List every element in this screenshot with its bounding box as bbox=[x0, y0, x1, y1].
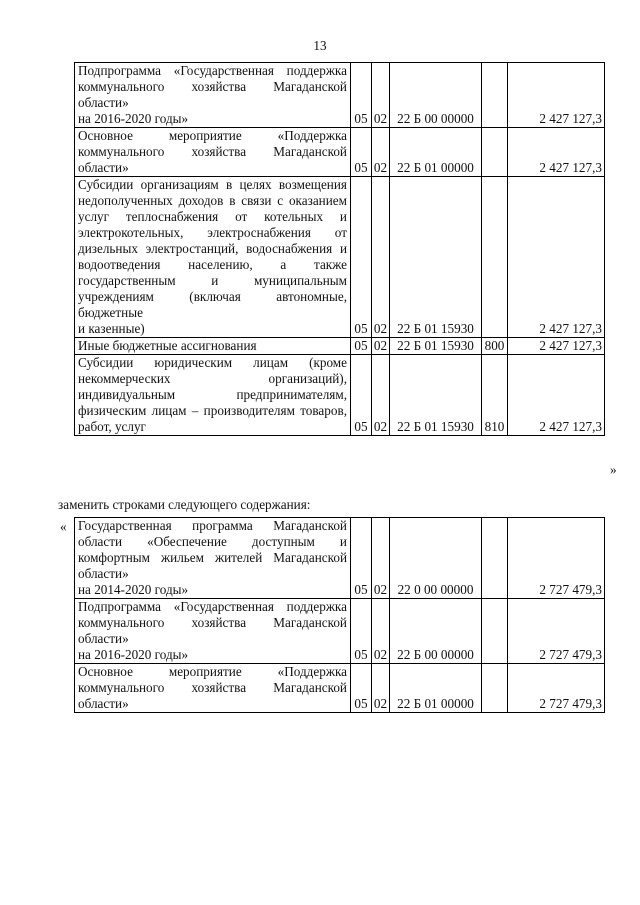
table-row bbox=[75, 63, 605, 128]
section-code-cell: 05 bbox=[351, 664, 372, 713]
table-row bbox=[75, 355, 605, 436]
expense-type-cell bbox=[482, 599, 508, 664]
expense-type-cell bbox=[482, 177, 508, 338]
row-name-text: на 2016-2020 годы» bbox=[78, 111, 189, 126]
amount-cell: 2 427 127,3 bbox=[508, 355, 605, 436]
table-row bbox=[75, 177, 605, 338]
section-code-cell: 05 bbox=[351, 338, 372, 355]
budget-table-new bbox=[74, 517, 605, 713]
row-name-cell bbox=[75, 177, 351, 338]
target-article-cell: 22 0 00 00000 bbox=[390, 518, 482, 599]
subsection-code-cell: 02 bbox=[372, 128, 390, 177]
target-article-cell: 22 Б 01 15930 bbox=[390, 177, 482, 338]
section-code-cell: 05 bbox=[351, 128, 372, 177]
row-name-cell bbox=[75, 63, 351, 128]
row-name-text: Субсидии организациям в целях возмещения недополученных доходов в связи с оказанием услуг теплоснабжения от котельных и электрокотельных, электроснабжения от дизельных электростанций, водоснабжения и водоотведения населению, а также государственным и муниципальным учреждениям (включая автономные, бюджетные bbox=[78, 177, 347, 320]
section-code-cell: 05 bbox=[351, 63, 372, 128]
row-name-cell bbox=[75, 599, 351, 664]
target-article-cell: 22 Б 01 00000 bbox=[390, 664, 482, 713]
closing-quote: » bbox=[610, 462, 617, 477]
section-code-cell: 05 bbox=[351, 518, 372, 599]
expense-type-cell: 800 bbox=[482, 338, 508, 355]
page-number: 13 bbox=[313, 38, 327, 53]
table-row bbox=[75, 664, 605, 713]
row-name-text: и казенные) bbox=[78, 321, 145, 336]
target-article-cell: 22 Б 01 15930 bbox=[390, 355, 482, 436]
section-code-cell: 05 bbox=[351, 599, 372, 664]
section-code-cell: 05 bbox=[351, 355, 372, 436]
row-name-cell bbox=[75, 355, 351, 436]
row-name-text: на 2014-2020 годы» bbox=[78, 582, 189, 597]
table-row bbox=[75, 128, 605, 177]
row-name-text: Основное мероприятие «Поддержка коммунального хозяйства Магаданской области» bbox=[78, 128, 347, 175]
row-name-cell bbox=[75, 518, 351, 599]
row-name-cell bbox=[75, 338, 351, 355]
section-code-cell: 05 bbox=[351, 177, 372, 338]
expense-type-cell bbox=[482, 128, 508, 177]
amount-cell: 2 427 127,3 bbox=[508, 177, 605, 338]
amount-cell: 2 427 127,3 bbox=[508, 128, 605, 177]
table-row bbox=[75, 599, 605, 664]
budget-table-old bbox=[74, 62, 605, 436]
opening-quote: « bbox=[60, 519, 67, 534]
subsection-code-cell: 02 bbox=[372, 518, 390, 599]
subsection-code-cell: 02 bbox=[372, 338, 390, 355]
row-name-cell bbox=[75, 128, 351, 177]
row-name-text: Иные бюджетные ассигнования bbox=[78, 338, 257, 353]
target-article-cell: 22 Б 00 00000 bbox=[390, 599, 482, 664]
amount-cell: 2 727 479,3 bbox=[508, 518, 605, 599]
expense-type-cell bbox=[482, 518, 508, 599]
target-article-cell: 22 Б 00 00000 bbox=[390, 63, 482, 128]
row-name-text: Государственная программа Магаданской области «Обеспечение доступным и комфортным жильем жителей Магаданской области» bbox=[78, 518, 347, 581]
subsection-code-cell: 02 bbox=[372, 355, 390, 436]
amount-cell: 2 727 479,3 bbox=[508, 664, 605, 713]
amount-cell: 2 427 127,3 bbox=[508, 338, 605, 355]
target-article-cell: 22 Б 01 00000 bbox=[390, 128, 482, 177]
expense-type-cell bbox=[482, 63, 508, 128]
table-row bbox=[75, 338, 605, 355]
row-name-text: Субсидии юридическим лицам (кроме некоммерческих организаций), индивидуальным предпринимателям, физическим лицам – производителям товаров, работ, услуг bbox=[78, 355, 347, 434]
subsection-code-cell: 02 bbox=[372, 63, 390, 128]
table-row bbox=[75, 518, 605, 599]
target-article-cell: 22 Б 01 15930 bbox=[390, 338, 482, 355]
amount-cell: 2 727 479,3 bbox=[508, 599, 605, 664]
row-name-text: Основное мероприятие «Поддержка коммунального хозяйства Магаданской области» bbox=[78, 664, 347, 711]
instruction-text: заменить строками следующего содержания: bbox=[58, 497, 311, 512]
expense-type-cell bbox=[482, 664, 508, 713]
expense-type-cell: 810 bbox=[482, 355, 508, 436]
row-name-text: Подпрограмма «Государственная поддержка коммунального хозяйства Магаданской области» bbox=[78, 599, 347, 646]
amount-cell: 2 427 127,3 bbox=[508, 63, 605, 128]
subsection-code-cell: 02 bbox=[372, 664, 390, 713]
row-name-text: Подпрограмма «Государственная поддержка коммунального хозяйства Магаданской области» bbox=[78, 63, 347, 110]
row-name-cell bbox=[75, 664, 351, 713]
subsection-code-cell: 02 bbox=[372, 177, 390, 338]
row-name-text: на 2016-2020 годы» bbox=[78, 647, 189, 662]
subsection-code-cell: 02 bbox=[372, 599, 390, 664]
